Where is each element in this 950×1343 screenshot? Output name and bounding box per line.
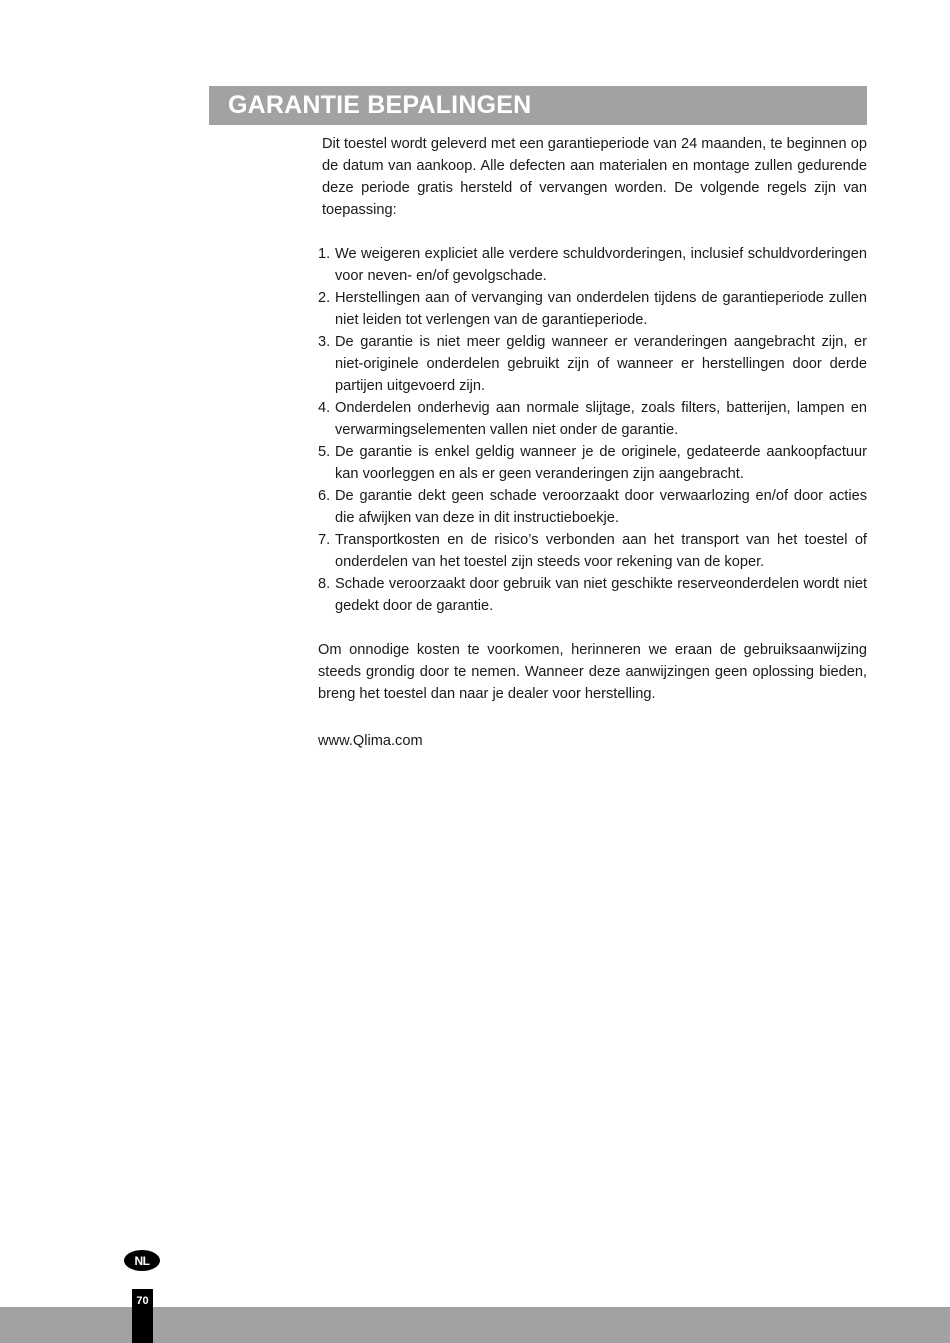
list-item-number: 2.	[318, 290, 331, 306]
list-item-number: 4.	[318, 400, 331, 416]
list-item-number: 5.	[318, 444, 331, 460]
page-title: GARANTIE BEPALINGEN	[228, 91, 532, 119]
intro-paragraph: Dit toestel wordt geleverd met een garantieperiode van 24 maanden, te beginnen op de datum van aankoop. Alle defecten aan materialen en montage zullen gedurende deze periode gratis hersteld of vervangen worden. De volgende regels zijn van toepassing:	[322, 136, 867, 218]
list-item-number: 1.	[318, 246, 331, 262]
list-item	[318, 529, 867, 573]
list-item-text: De garantie is niet meer geldig wanneer er veranderingen aangebracht zijn, er niet-originele onderdelen gebruikt zijn of wanneer er herstellingen door derde partijen uitgevoerd zijn.	[335, 334, 867, 394]
list-item-text: De garantie dekt geen schade veroorzaakt door verwaarlozing en/of door acties die afwijken van deze in dit instructieboekje.	[335, 488, 867, 526]
list-item-number: 7.	[318, 532, 331, 548]
list-item-text: We weigeren expliciet alle verdere schuldvorderingen, inclusief schuldvorderingen voor neven- en/of gevolgschade.	[335, 246, 867, 284]
list-item	[318, 397, 867, 441]
list-item	[318, 243, 867, 287]
list-item-text: Herstellingen aan of vervanging van onderdelen tijdens de garantieperiode zullen niet leiden tot verlengen van de garantieperiode.	[335, 290, 867, 328]
list-item-number: 8.	[318, 576, 331, 592]
page-number-tab	[132, 1289, 153, 1343]
list-item-text: De garantie is enkel geldig wanneer je de originele, gedateerde aankoopfactuur kan voorleggen en als er geen veranderingen zijn aangebracht.	[335, 444, 867, 482]
language-badge: NL	[124, 1250, 160, 1271]
closing-paragraph: Om onnodige kosten te voorkomen, herinneren we eraan de gebruiksaanwijzing steeds grondig door te nemen. Wanneer deze aanwijzingen geen oplossing bieden, breng het toestel dan naar je dealer voor herstelling.	[318, 642, 867, 702]
list-item-text: Schade veroorzaakt door gebruik van niet geschikte reserveonderdelen wordt niet gedekt door de garantie.	[335, 576, 867, 614]
list-item-text: Onderdelen onderhevig aan normale slijtage, zoals filters, batterijen, lampen en verwarmingselementen vallen niet onder de garantie.	[335, 400, 867, 438]
page-number: 70	[136, 1295, 149, 1307]
list-item-number: 3.	[318, 334, 331, 350]
section-header	[209, 86, 867, 125]
warranty-rules-list	[318, 243, 867, 617]
list-item	[318, 485, 867, 529]
list-item	[318, 331, 867, 397]
list-item	[318, 287, 867, 331]
list-item	[318, 441, 867, 485]
list-item-number: 6.	[318, 488, 331, 504]
list-item	[318, 573, 867, 617]
list-item-text: Transportkosten en de risico’s verbonden aan het transport van het toestel of onderdelen van het toestel zijn steeds voor rekening van de koper.	[335, 532, 867, 570]
website-url: www.Qlima.com	[318, 733, 423, 749]
